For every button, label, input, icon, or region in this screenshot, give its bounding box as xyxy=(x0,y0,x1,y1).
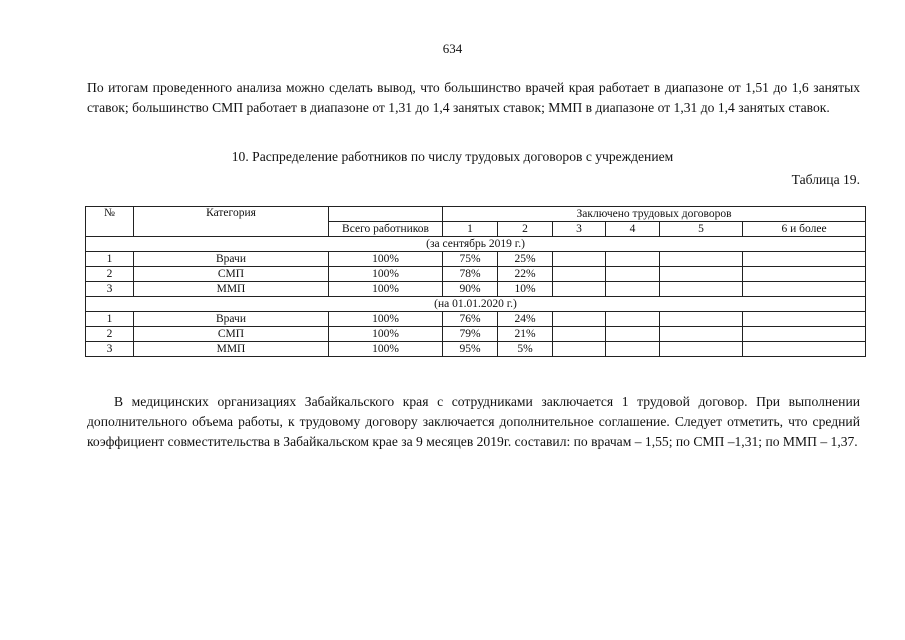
header-total: Всего работников xyxy=(329,222,443,237)
table-row xyxy=(86,282,866,297)
row-c2: 10% xyxy=(498,282,553,297)
page-number: 634 xyxy=(442,41,463,56)
group-label: (на 01.01.2020 г.) xyxy=(86,297,866,312)
header-c4: 4 xyxy=(606,222,660,237)
row-c3 xyxy=(553,327,606,342)
group-label: (за сентябрь 2019 г.) xyxy=(86,237,866,252)
row-total: 100% xyxy=(329,267,443,282)
row-c6 xyxy=(743,267,866,282)
row-c2: 24% xyxy=(498,312,553,327)
section-title: 10. Распределение работников по числу трудовых договоров с учреждением xyxy=(231,149,674,164)
row-number: 2 xyxy=(86,267,134,282)
row-c4 xyxy=(606,327,660,342)
row-c2: 21% xyxy=(498,327,553,342)
row-c5 xyxy=(660,342,743,357)
row-c3 xyxy=(553,267,606,282)
row-c4 xyxy=(606,312,660,327)
table-header-row-1 xyxy=(86,207,866,222)
row-c3 xyxy=(553,342,606,357)
row-number: 1 xyxy=(86,252,134,267)
row-category: ММП xyxy=(134,342,329,357)
row-number: 3 xyxy=(86,282,134,297)
row-category: Врачи xyxy=(134,252,329,267)
row-c6 xyxy=(743,312,866,327)
group-row-sep-2019 xyxy=(86,237,866,252)
table-row xyxy=(86,342,866,357)
row-c5 xyxy=(660,267,743,282)
row-c6 xyxy=(743,252,866,267)
row-total: 100% xyxy=(329,252,443,267)
row-c5 xyxy=(660,327,743,342)
header-blank xyxy=(329,207,443,222)
header-number: № xyxy=(86,207,134,237)
row-c1: 90% xyxy=(443,282,498,297)
row-c1: 95% xyxy=(443,342,498,357)
row-c3 xyxy=(553,252,606,267)
row-c4 xyxy=(606,267,660,282)
contracts-distribution-table xyxy=(85,206,866,357)
row-category: СМП xyxy=(134,327,329,342)
row-category: СМП xyxy=(134,267,329,282)
row-c2: 25% xyxy=(498,252,553,267)
header-c3: 3 xyxy=(553,222,606,237)
table-row xyxy=(86,327,866,342)
row-c6 xyxy=(743,282,866,297)
header-contracts: Заключено трудовых договоров xyxy=(443,207,866,222)
header-c2: 2 xyxy=(498,222,553,237)
row-category: ММП xyxy=(134,282,329,297)
row-c4 xyxy=(606,252,660,267)
table-row xyxy=(86,312,866,327)
row-c4 xyxy=(606,282,660,297)
row-total: 100% xyxy=(329,312,443,327)
row-number: 1 xyxy=(86,312,134,327)
row-c6 xyxy=(743,342,866,357)
row-c1: 76% xyxy=(443,312,498,327)
row-number: 2 xyxy=(86,327,134,342)
table-row xyxy=(86,252,866,267)
row-number: 3 xyxy=(86,342,134,357)
table-label: Таблица 19. xyxy=(791,172,860,187)
row-c6 xyxy=(743,327,866,342)
header-c1: 1 xyxy=(443,222,498,237)
row-total: 100% xyxy=(329,282,443,297)
conclusion-paragraph: В медицинских организациях Забайкальского края с сотрудниками заключается 1 трудовой договор. При выполнении дополнительного объема работы, к трудовому договору заключается дополнительное соглашение. Следует отметить, что средний коэффициент совместительства в Забайкальском крае за 9 месяцев 2019г. составил: по врачам – 1,55; по СМП –1,31; по ММП – 1,37. xyxy=(87,394,860,449)
table-row xyxy=(86,267,866,282)
row-c3 xyxy=(553,312,606,327)
row-c1: 78% xyxy=(443,267,498,282)
row-c4 xyxy=(606,342,660,357)
row-c5 xyxy=(660,282,743,297)
header-category: Категория xyxy=(134,207,329,237)
group-row-jan-2020 xyxy=(86,297,866,312)
row-c5 xyxy=(660,252,743,267)
header-c6: 6 и более xyxy=(743,222,866,237)
header-c5: 5 xyxy=(660,222,743,237)
row-category: Врачи xyxy=(134,312,329,327)
intro-paragraph: По итогам проведенного анализа можно сделать вывод, что большинство врачей края работает в диапазоне от 1,51 до 1,6 занятых ставок; большинство СМП работает в диапазоне от 1,31 до 1,4 занятых ставок; ММП в диапазоне от 1,31 до 1,4 занятых ставок. xyxy=(87,80,860,115)
row-total: 100% xyxy=(329,327,443,342)
row-c3 xyxy=(553,282,606,297)
row-c1: 75% xyxy=(443,252,498,267)
row-c5 xyxy=(660,312,743,327)
row-total: 100% xyxy=(329,342,443,357)
row-c2: 5% xyxy=(498,342,553,357)
row-c2: 22% xyxy=(498,267,553,282)
row-c1: 79% xyxy=(443,327,498,342)
